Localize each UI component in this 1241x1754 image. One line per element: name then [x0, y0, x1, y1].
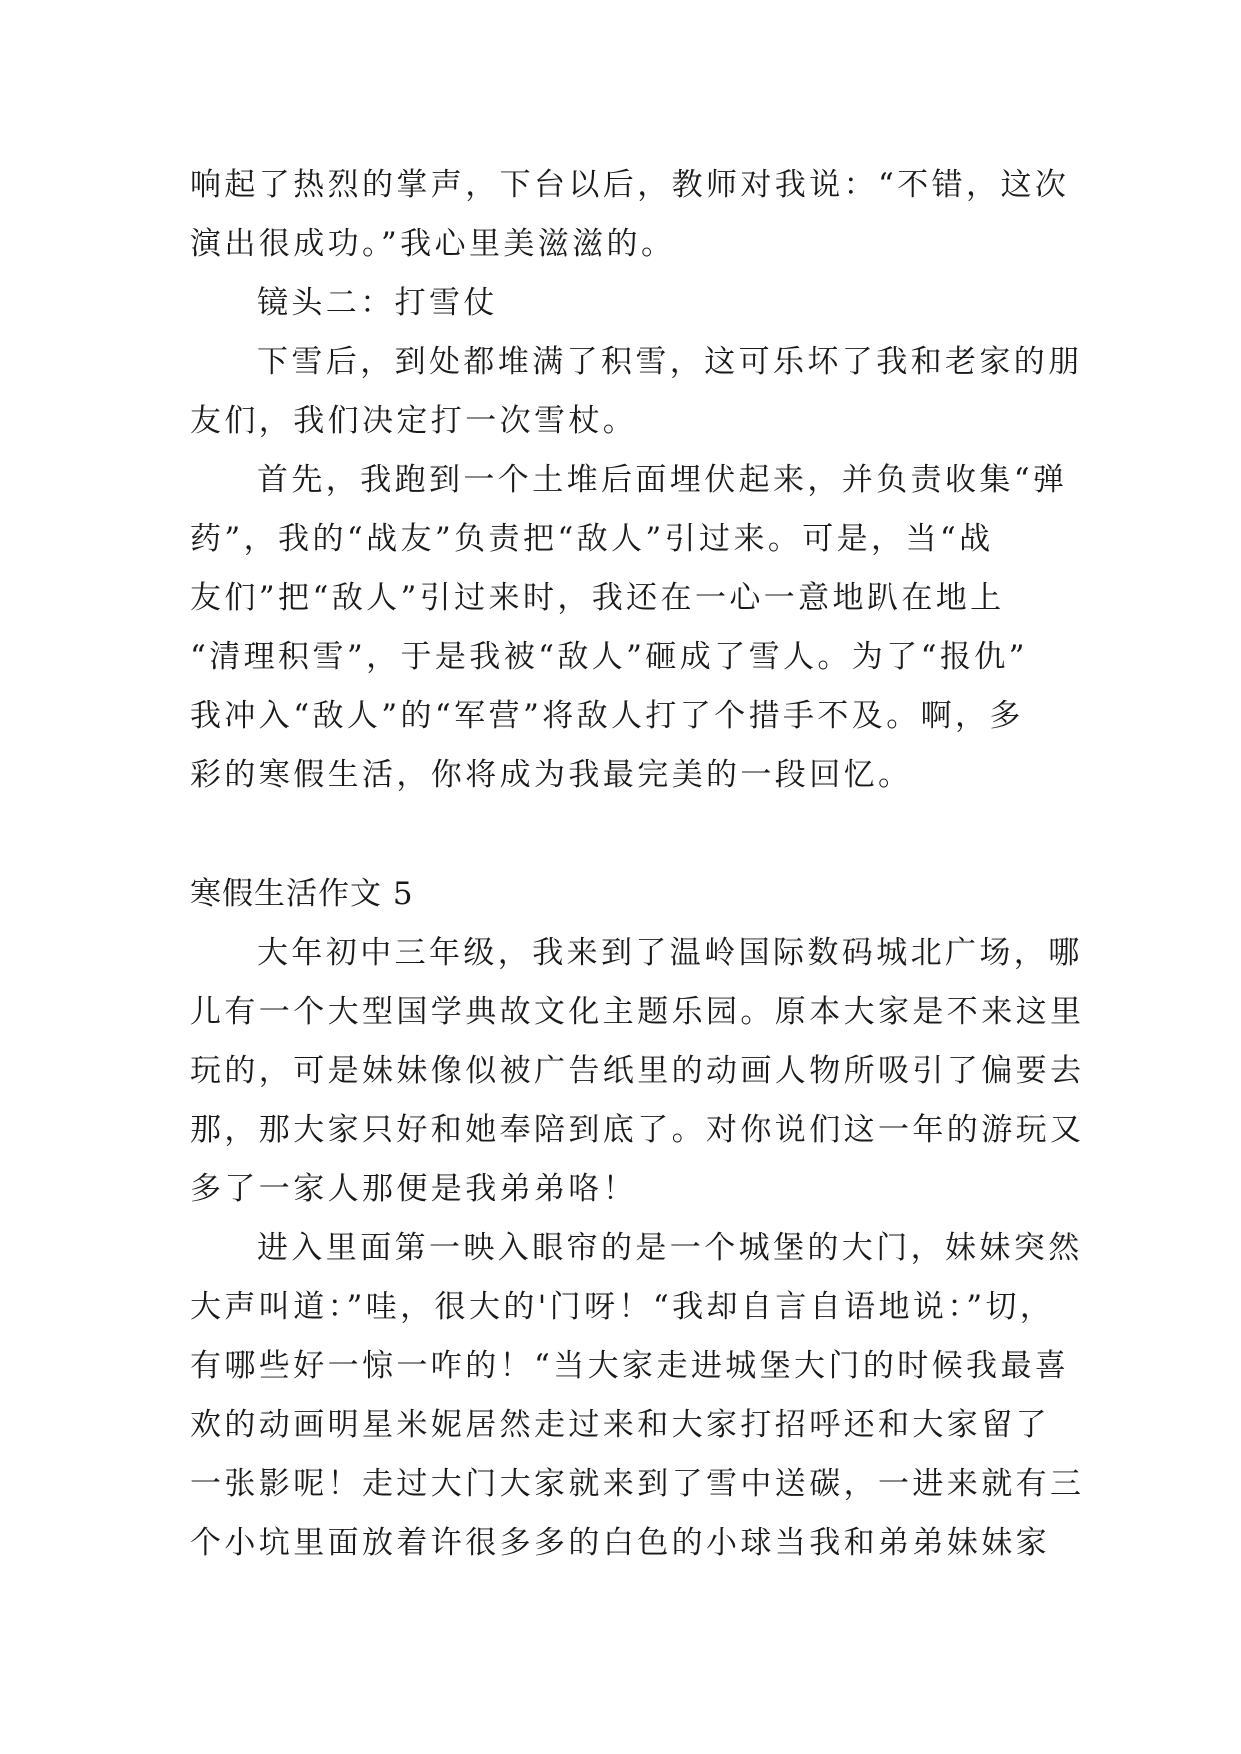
paragraph-line: 欢的动画明星米妮居然走过来和大家打招呼还和大家留了 [190, 1407, 1050, 1443]
paragraph-line: 进入里面第一映入眼帘的是一个城堡的大门，妹妹突然 [257, 1230, 1083, 1266]
paragraph-line: 儿有一个大型国学典故文化主题乐园。原本大家是不来这里 [190, 994, 1085, 1030]
paragraph-line: 我冲入“敌人”的“军营”将敌人打了个措手不及。啊，多 [190, 698, 1024, 734]
paragraph-line: 一张影呢！走过大门大家就来到了雪中送碳，一进来就有三 [190, 1466, 1085, 1502]
paragraph-line: 大声叫道：”哇，很大的'门呀！“我却自言自语地说：”切， [190, 1289, 1055, 1325]
paragraph-line: 多了一家人那便是我弟弟咯！ [190, 1171, 638, 1207]
paragraph-line: 药”，我的“战友”负责把“敌人”引过来。可是，当“战 [190, 521, 994, 557]
paragraph-line: 首先，我跑到一个土堆后面埋伏起来，并负责收集“弹 [257, 462, 1068, 498]
paragraph-line: 大年初中三年级，我来到了温岭国际数码城北广场，哪 [257, 935, 1083, 971]
paragraph-line: 彩的寒假生活，你将成为我最完美的一段回忆。 [190, 757, 913, 793]
section-title: 寒假生活作文 5 [190, 876, 414, 912]
paragraph-line: 个小坑里面放着许很多多的白色的小球当我和弟弟妹妹家 [190, 1525, 1050, 1561]
paragraph-line: 那，那大家只好和她奉陪到底了。对你说们这一年的游玩又 [190, 1112, 1085, 1148]
paragraph-line: 演出很成功。”我心里美滋滋的。 [190, 226, 676, 262]
paragraph-line: 玩的，可是妹妹像似被广告纸里的动画人物所吸引了偏要去 [190, 1053, 1085, 1089]
paragraph-line: 下雪后，到处都堆满了积雪，这可乐坏了我和老家的朋 [257, 344, 1083, 380]
paragraph-line: 有哪些好一惊一咋的！“当大家走进城堡大门的时候我最喜 [190, 1348, 1070, 1384]
scene-heading: 镜头二：打雪仗 [257, 285, 498, 321]
paragraph-line: 友们，我们决定打一次雪杖。 [190, 403, 638, 439]
paragraph-line: 友们”把“敌人”引过来时，我还在一心一意地趴在地上 [190, 580, 1005, 616]
paragraph-line: 响起了热烈的掌声，下台以后，教师对我说：“不错，这次 [190, 167, 1070, 203]
paragraph-line: “清理积雪”，于是我被“敌人”砸成了雪人。为了“报仇” [190, 639, 1028, 675]
